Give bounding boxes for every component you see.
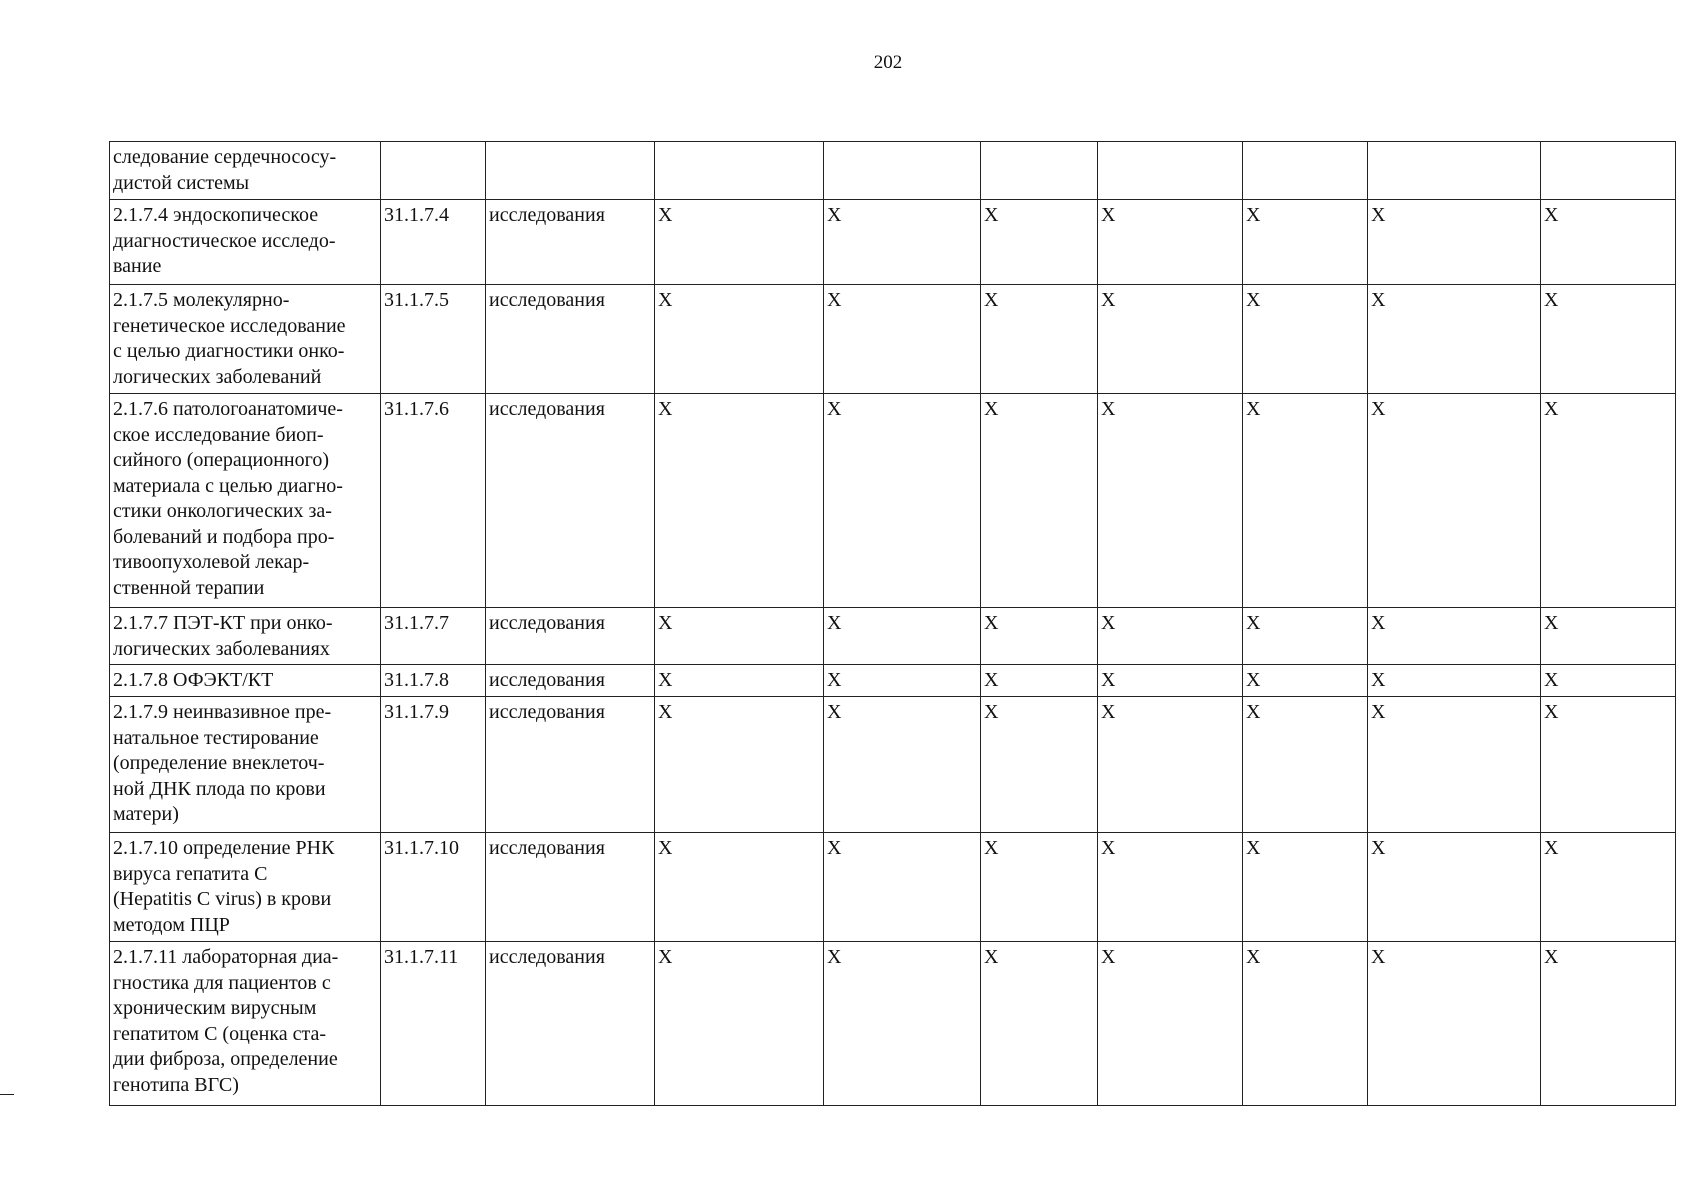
unit-cell: исследования (486, 394, 655, 608)
page-number: 202 (873, 52, 903, 73)
table-row (110, 697, 1676, 833)
mark-cell: X (655, 608, 824, 665)
service-code-cell (381, 142, 486, 200)
mark-cell: X (655, 200, 824, 285)
unit-cell: исследования (486, 665, 655, 697)
mark-cell: X (1541, 833, 1676, 942)
mark-cell: X (1243, 833, 1368, 942)
unit-cell: исследования (486, 697, 655, 833)
service-code-cell: 31.1.7.9 (381, 697, 486, 833)
mark-cell: X (1098, 285, 1243, 394)
service-name-cell: 2.1.7.11 лабораторная диа- гностика для пациентов с хроническим вирусным гепатитом С (оценка ста- дии фиброза, определение генотипа ВГС) (110, 942, 381, 1106)
mark-cell: X (981, 833, 1098, 942)
services-table-container (109, 141, 1676, 1106)
table-row (110, 942, 1676, 1106)
mark-cell: X (1243, 200, 1368, 285)
mark-cell: X (1243, 394, 1368, 608)
mark-cell: X (1368, 833, 1541, 942)
mark-cell: X (1098, 200, 1243, 285)
mark-cell: X (655, 833, 824, 942)
unit-cell (486, 142, 655, 200)
mark-cell (1243, 142, 1368, 200)
service-code-cell: 31.1.7.5 (381, 285, 486, 394)
mark-cell (1368, 142, 1541, 200)
mark-cell: X (1368, 285, 1541, 394)
mark-cell: X (1098, 665, 1243, 697)
mark-cell: X (1368, 394, 1541, 608)
mark-cell: X (981, 285, 1098, 394)
service-name-cell: 2.1.7.10 определение РНК вируса гепатита С (Hepatitis C virus) в крови методом ПЦР (110, 833, 381, 942)
mark-cell: X (1368, 200, 1541, 285)
mark-cell: X (981, 394, 1098, 608)
service-name-cell: следование сердечнососу- дистой системы (110, 142, 381, 200)
mark-cell: X (1243, 665, 1368, 697)
service-code-cell: 31.1.7.6 (381, 394, 486, 608)
mark-cell: X (1243, 608, 1368, 665)
mark-cell: X (1368, 608, 1541, 665)
table-row (110, 285, 1676, 394)
mark-cell: X (981, 942, 1098, 1106)
mark-cell: X (824, 942, 981, 1106)
margin-dash (0, 1094, 14, 1095)
mark-cell (1098, 142, 1243, 200)
table-row (110, 394, 1676, 608)
mark-cell (824, 142, 981, 200)
service-code-cell: 31.1.7.10 (381, 833, 486, 942)
mark-cell: X (1243, 697, 1368, 833)
service-code-cell: 31.1.7.4 (381, 200, 486, 285)
table-row (110, 665, 1676, 697)
mark-cell: X (981, 697, 1098, 833)
table-row (110, 200, 1676, 285)
table-row (110, 608, 1676, 665)
mark-cell: X (1541, 942, 1676, 1106)
mark-cell: X (824, 394, 981, 608)
mark-cell: X (1368, 942, 1541, 1106)
service-name-cell: 2.1.7.4 эндоскопическое диагностическое исследо- вание (110, 200, 381, 285)
mark-cell: X (1541, 608, 1676, 665)
service-code-cell: 31.1.7.8 (381, 665, 486, 697)
mark-cell: X (655, 665, 824, 697)
mark-cell: X (655, 697, 824, 833)
mark-cell: X (1541, 200, 1676, 285)
table-row (110, 833, 1676, 942)
mark-cell: X (824, 697, 981, 833)
mark-cell: X (1243, 942, 1368, 1106)
service-code-cell: 31.1.7.7 (381, 608, 486, 665)
table-row (110, 142, 1676, 200)
mark-cell: X (1098, 833, 1243, 942)
mark-cell: X (981, 665, 1098, 697)
mark-cell: X (1541, 285, 1676, 394)
mark-cell: X (1368, 697, 1541, 833)
mark-cell: X (1098, 942, 1243, 1106)
service-name-cell: 2.1.7.9 неинвазивное пре- натальное тестирование (определение внеклеточ- ной ДНК плода по крови матери) (110, 697, 381, 833)
unit-cell: исследования (486, 285, 655, 394)
mark-cell: X (655, 394, 824, 608)
service-name-cell: 2.1.7.5 молекулярно- генетическое исследование с целью диагностики онко- логических заболеваний (110, 285, 381, 394)
mark-cell: X (1541, 697, 1676, 833)
mark-cell: X (824, 665, 981, 697)
service-name-cell: 2.1.7.6 патологоанатомиче- ское исследование биоп- сийного (операционного) материала с целью диагно- стики онкологических за- болеваний и подбора про- тивоопухолевой лекар- ственной терапии (110, 394, 381, 608)
mark-cell: X (1368, 665, 1541, 697)
mark-cell: X (824, 608, 981, 665)
mark-cell: X (1541, 394, 1676, 608)
unit-cell: исследования (486, 942, 655, 1106)
unit-cell: исследования (486, 200, 655, 285)
service-code-cell: 31.1.7.11 (381, 942, 486, 1106)
mark-cell (981, 142, 1098, 200)
mark-cell: X (824, 285, 981, 394)
mark-cell: X (981, 608, 1098, 665)
mark-cell: X (824, 833, 981, 942)
unit-cell: исследования (486, 608, 655, 665)
services-table (109, 141, 1676, 1106)
service-name-cell: 2.1.7.7 ПЭТ-КТ при онко- логических заболеваниях (110, 608, 381, 665)
mark-cell (1541, 142, 1676, 200)
mark-cell: X (824, 200, 981, 285)
service-name-cell: 2.1.7.8 ОФЭКТ/КТ (110, 665, 381, 697)
mark-cell: X (1098, 697, 1243, 833)
mark-cell: X (1098, 608, 1243, 665)
unit-cell: исследования (486, 833, 655, 942)
mark-cell: X (1243, 285, 1368, 394)
mark-cell: X (655, 942, 824, 1106)
mark-cell: X (1098, 394, 1243, 608)
mark-cell (655, 142, 824, 200)
mark-cell: X (1541, 665, 1676, 697)
mark-cell: X (981, 200, 1098, 285)
mark-cell: X (655, 285, 824, 394)
table-body (110, 142, 1676, 1106)
